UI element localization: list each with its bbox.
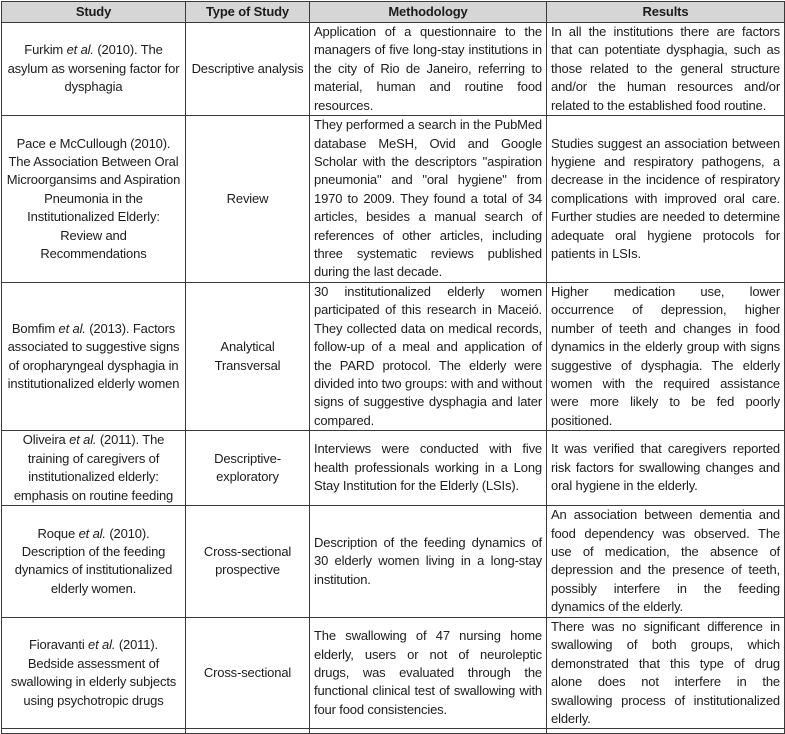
study-author: Roque xyxy=(37,525,76,541)
methodology-cell: Application of a questionnaire to the managers of five long-stay institutions in the city of Rio de Janeiro, referring to material, human and routine food resources. xyxy=(310,23,547,116)
table-row xyxy=(2,283,785,431)
results-cell: There was no significant difference in swallowing of both groups, which demonstrated that this type of drug alone does not interfere in the swallowing process of institutionalized elderly. xyxy=(547,617,785,728)
study-cell xyxy=(2,617,186,728)
header-row xyxy=(2,2,785,23)
results-cell: In all the institutions there are factors that can potentiate dysphagia, such as those related to the general structure and/or the human resources and/or related to the established food routine. xyxy=(547,23,785,116)
study-author: Oliveira xyxy=(22,432,66,448)
table-row xyxy=(2,23,785,116)
study-title: (2013). Factors associated to suggestive signs of oropharyngeal dysphagia in institutionalized elderly women xyxy=(7,320,180,392)
table-row xyxy=(2,116,785,283)
tail-cell xyxy=(186,729,310,734)
study-etal: et al. xyxy=(58,320,86,336)
tail-cell xyxy=(310,729,547,734)
header-type-of-study: Type of Study xyxy=(186,2,310,23)
results-cell: An association between dementia and food dependency was observed. The use of medication, the absence of depression and the presence of teeth, possibly interfere in the feeding dynamics of the elderly. xyxy=(547,505,785,617)
study-title: (2011). Bedside assessment of swallowing in elderly subjects using psychotropic drugs xyxy=(10,637,177,708)
study-etal: et al. xyxy=(69,432,97,448)
methodology-cell: Description of the feeding dynamics of 30 elderly women living in a long-stay institution. xyxy=(310,505,547,617)
methodology-cell: They performed a search in the PubMed database MeSH, Ovid and Google Scholar with the descriptors "aspiration pneumonia" and "oral hygiene" from 1970 to 2009. They found a total of 34 articles, besides a manual search of references of other articles, including three systematic reviews published during the last decade. xyxy=(310,116,547,283)
type-cell: Cross-sectional xyxy=(186,617,310,728)
header-study: Study xyxy=(2,2,186,23)
table-tail-row xyxy=(2,729,785,734)
study-title: (2011). The training of caregivers of institutionalized elderly: emphasis on routine feeding xyxy=(13,432,174,503)
table-row xyxy=(2,617,785,728)
study-author: Furkim xyxy=(24,42,64,58)
study-etal: et al. xyxy=(88,637,116,653)
tail-cell xyxy=(547,729,785,734)
results-cell: It was verified that caregivers reported risk factors for swallowing changes and oral hygiene in the elderly. xyxy=(547,431,785,506)
type-cell: Descriptive-exploratory xyxy=(186,431,310,506)
study-cell xyxy=(2,505,186,617)
study-cell xyxy=(2,23,186,116)
study-cell xyxy=(2,431,186,506)
methodology-cell: Interviews were conducted with five health professionals working in a Long Stay Institution for the Elderly (LSIs). xyxy=(310,431,547,506)
header-methodology: Methodology xyxy=(310,2,547,23)
results-cell: Studies suggest an association between hygiene and respiratory pathogens, a decrease in the incidence of respiratory complications with improved oral care. Further studies are needed to determine adequate oral hygiene protocols for patients in LSIs. xyxy=(547,116,785,283)
study-author: Bomfim xyxy=(11,320,56,336)
study-title: (2010). Description of the feeding dynamics of institutionalized elderly women. xyxy=(14,525,173,596)
results-cell: Higher medication use, lower occurrence of depression, higher number of teeth and changes in food dynamics in the elderly group with signs suggestive of dysphagia. The elderly women with the required assistance were more likely to be fed poorly positioned. xyxy=(547,283,785,431)
methodology-cell: 30 institutionalized elderly women participated of this research in Maceió. They collected data on medical records, follow-up of a meal and application of the PARD protocol. The elderly were divided into two groups: with and without signs of suggestive dysphagia and later compared. xyxy=(310,283,547,431)
table-row xyxy=(2,431,785,506)
methodology-cell: The swallowing of 47 nursing home elderly, users or not of neuroleptic drugs, was evaluated through the functional clinical test of swallowing with four food consistencies. xyxy=(310,617,547,728)
study-author: Fioravanti xyxy=(28,637,85,653)
study-etal: et al. xyxy=(78,525,106,541)
literature-review-table xyxy=(1,1,785,734)
study-cell xyxy=(2,283,186,431)
type-cell: Descriptive analysis xyxy=(186,23,310,116)
tail-cell xyxy=(2,729,186,734)
study-title: (2010). The asylum as worsening factor for dysphagia xyxy=(7,42,180,95)
table-row xyxy=(2,505,785,617)
type-cell: Analytical Transversal xyxy=(186,283,310,431)
study-cell: Pace e McCullough (2010). The Association Between Oral Microorgansims and Aspiration Pneumonia in the Institutionalized Elderly: Review and Recommendations xyxy=(2,116,186,283)
type-cell: Review xyxy=(186,116,310,283)
study-etal: et al. xyxy=(66,42,94,58)
header-results: Results xyxy=(547,2,785,23)
type-cell: Cross-sectional prospective xyxy=(186,505,310,617)
